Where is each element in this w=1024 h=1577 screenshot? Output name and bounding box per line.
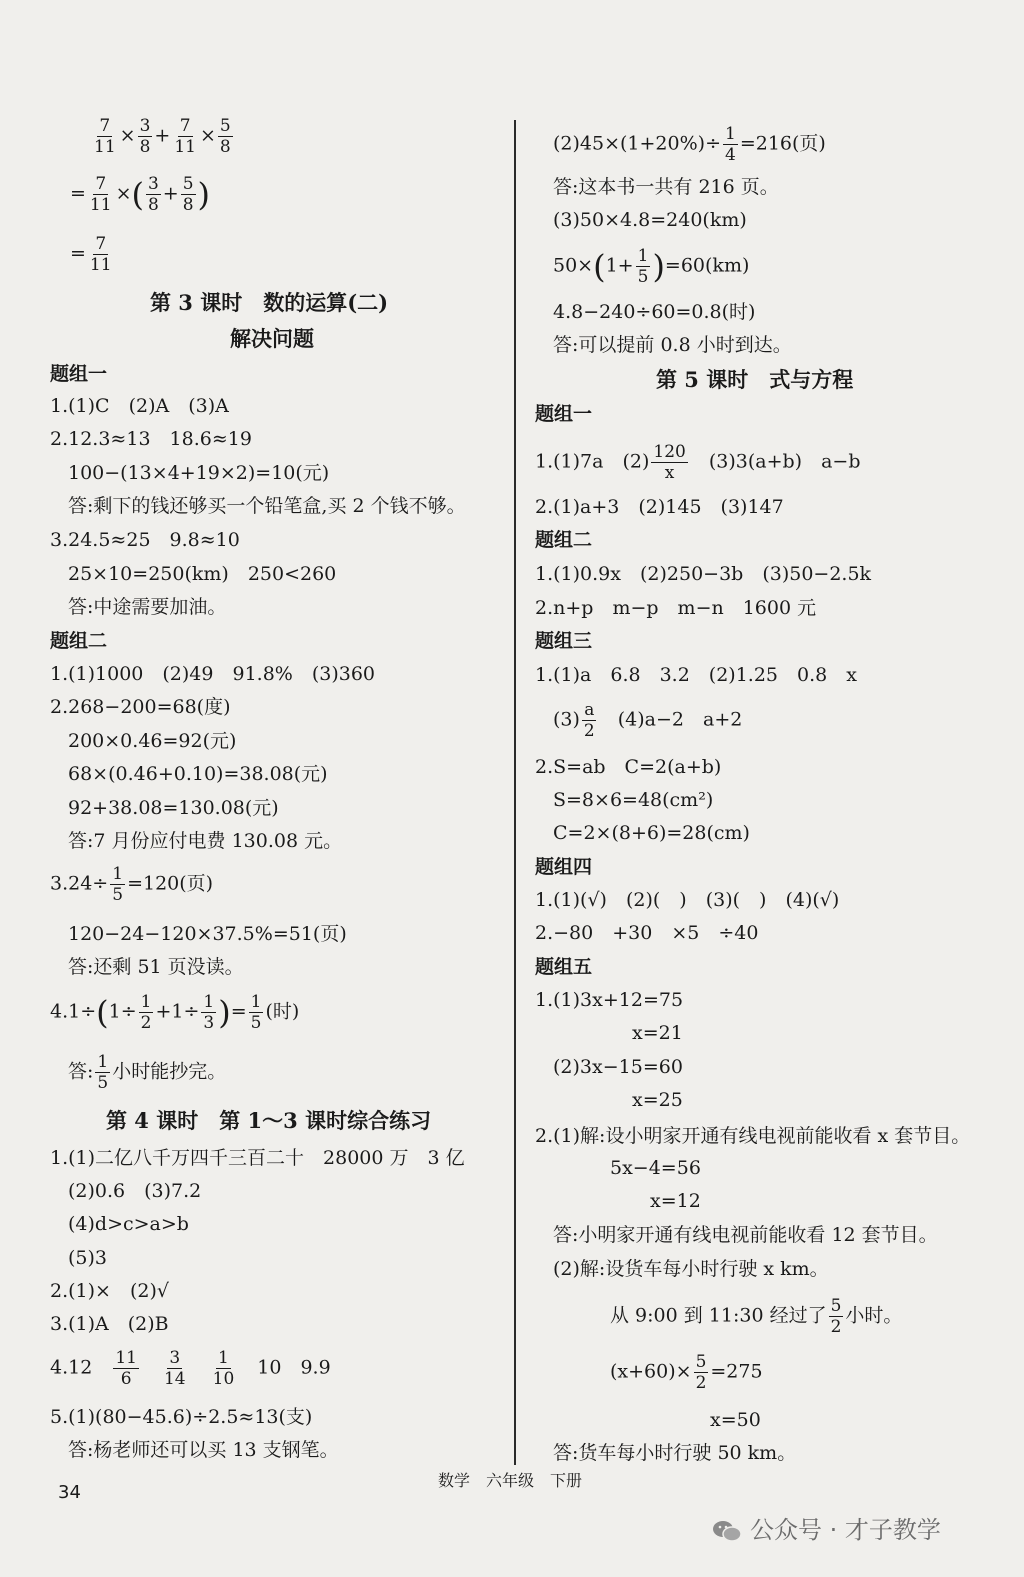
- lesson3-subtitle: 解决问题: [230, 326, 314, 351]
- lesson3-title: 第 3 课时 数的运算(二): [150, 290, 389, 315]
- answer-line: 答:7 月份应付电费 130.08 元。: [68, 830, 343, 852]
- answer-line: x=25: [632, 1089, 683, 1111]
- answer-line: S=8×6=48(cm²): [553, 789, 714, 811]
- answer-line: 答:这本书一共有 216 页。: [553, 176, 779, 198]
- answer-line: 2.(1)a+3 (2)145 (3)147: [535, 496, 784, 518]
- answer-line: 答:中途需要加油。: [68, 596, 227, 618]
- fraction: $\frac{5}{8}$: [219, 116, 231, 157]
- answer-line: 100−(13×4+19×2)=10(元): [68, 462, 330, 484]
- answer-line: 答: $\frac{1}{5}$ 小时能抄完。: [68, 1052, 227, 1093]
- answer-line: 2.−80 +30 ×5 ÷40: [535, 922, 759, 944]
- book-footer: 数学 六年级 下册: [438, 1471, 583, 1490]
- answer-line: 25×10=250(km) 250<260: [68, 563, 337, 585]
- answer-line: 答:杨老师还可以买 13 支钢笔。: [68, 1439, 339, 1461]
- answer-line: 答:可以提前 0.8 小时到达。: [553, 334, 792, 356]
- answer-line: 4.1÷(1÷ $\frac{1}{2}$ +1÷ $\frac{1}{3}$ )= $\frac{1}{5}$ (时): [50, 992, 300, 1033]
- answer-line: 答:货车每小时行驶 50 km。: [553, 1442, 797, 1464]
- calc-line-2: = $\frac{7}{11}$ ×( $\frac{3}{8}$ + $\frac{5}{8}$ ): [70, 174, 211, 215]
- answer-line: 68×(0.46+0.10)=38.08(元): [68, 763, 328, 785]
- answer-line: 1.(1)(√) (2)( ) (3)( ) (4)(√): [535, 889, 840, 911]
- answer-line: 1.(1)a 6.8 3.2 (2)1.25 0.8 x: [535, 664, 857, 686]
- answer-line: 50×(1+ $\frac{1}{5}$ )=60(km): [553, 246, 750, 287]
- answer-line: x=21: [632, 1022, 683, 1044]
- answer-line: (x+60)× $\frac{5}{2}$ =275: [610, 1352, 763, 1393]
- answer-line: 1.(1)7a (2) $\frac{120}{x}$ (3)3(a+b) a−b: [535, 442, 861, 483]
- lesson5-title: 第 5 课时 式与方程: [656, 367, 854, 392]
- group-header: 题组二: [50, 630, 108, 652]
- answer-line: x=12: [650, 1190, 701, 1212]
- answer-line: (2)0.6 (3)7.2: [68, 1180, 202, 1202]
- answer-line: (5)3: [68, 1247, 108, 1269]
- answer-line: (2)解:设货车每小时行驶 x km。: [553, 1258, 829, 1280]
- answer-line: 2.268−200=68(度): [50, 696, 231, 718]
- answer-line: 3.24÷ $\frac{1}{5}$ =120(页): [50, 864, 214, 905]
- column-divider: [514, 120, 516, 1465]
- answer-line: 1.(1)二亿八千万四千三百二十 28000 万 3 亿: [50, 1147, 465, 1169]
- answer-line: x=50: [710, 1409, 761, 1431]
- answer-line: C=2×(8+6)=28(cm): [553, 822, 750, 844]
- answer-line: 答:还剩 51 页没读。: [68, 956, 244, 978]
- group-header: 题组三: [535, 630, 593, 652]
- answer-line: 3.(1)A (2)B: [50, 1313, 169, 1335]
- fraction: $\frac{7}{11}$: [174, 116, 196, 157]
- fraction: $\frac{3}{8}$: [139, 116, 151, 157]
- answer-line: 120−24−120×37.5%=51(页): [68, 923, 347, 945]
- watermark-text: 公众号 · 才子教学: [750, 1516, 941, 1544]
- answer-line: (2)3x−15=60: [553, 1056, 683, 1078]
- answer-line: 2.(1)解:设小明家开通有线电视前能收看 x 套节目。: [535, 1125, 971, 1147]
- fraction: $\frac{7}{11}$: [94, 116, 116, 157]
- answer-line: 答:剩下的钱还够买一个铅笔盒,买 2 个钱不够。: [68, 495, 466, 517]
- calc-line-1: $\frac{7}{11}$ × $\frac{3}{8}$ + $\frac{7}{11}$ × $\frac{5}{8}$: [94, 116, 231, 157]
- answer-line: 2.12.3≈13 18.6≈19: [50, 428, 252, 450]
- answer-line: 1.(1)C (2)A (3)A: [50, 395, 229, 417]
- lesson4-title: 第 4 课时 第 1～3 课时综合练习: [106, 1108, 432, 1133]
- answer-line: 答:小明家开通有线电视前能收看 12 套节目。: [553, 1224, 938, 1246]
- answer-line: 200×0.46=92(元): [68, 730, 237, 752]
- answer-line: (4)d>c>a>b: [68, 1213, 189, 1235]
- answer-line: 1.(1)1000 (2)49 91.8% (3)360: [50, 663, 376, 685]
- answer-line: 92+38.08=130.08(元): [68, 797, 279, 819]
- wechat-icon: [712, 1519, 742, 1543]
- answer-line: 4.8−240÷60=0.8(时): [553, 301, 756, 323]
- answer-line: 从 9:00 到 11:30 经过了 $\frac{5}{2}$ 小时。: [610, 1296, 903, 1337]
- calc-line-3: = $\frac{7}{11}$: [70, 234, 112, 275]
- answer-line: 2.S=ab C=2(a+b): [535, 756, 722, 778]
- answer-line: (3)50×4.8=240(km): [553, 209, 747, 231]
- answer-line: 4.12 $\frac{11}{6}$ $\frac{3}{14}$ $\frac{1}{10}$ 10 9.9: [50, 1348, 331, 1389]
- group-header: 题组一: [535, 403, 593, 425]
- answer-line: 3.24.5≈25 9.8≈10: [50, 529, 240, 551]
- answer-line: 5x−4=56: [610, 1157, 701, 1179]
- answer-line: (2)45×(1+20%)÷ $\frac{1}{4}$ =216(页): [553, 124, 826, 165]
- answer-line: (3) $\frac{a}{2}$ (4)a−2 a+2: [553, 700, 743, 741]
- watermark: [712, 1510, 941, 1545]
- group-header: 题组五: [535, 956, 593, 978]
- group-header: 题组一: [50, 363, 108, 385]
- answer-line: 2.(1)× (2)√: [50, 1280, 169, 1302]
- group-header: 题组四: [535, 856, 593, 878]
- answer-line: 1.(1)0.9x (2)250−3b (3)50−2.5k: [535, 563, 872, 585]
- page-number: 34: [58, 1482, 81, 1503]
- answer-line: 1.(1)3x+12=75: [535, 989, 684, 1011]
- answer-line: 2.n+p m−p m−n 1600 元: [535, 597, 817, 619]
- answer-line: 5.(1)(80−45.6)÷2.5≈13(支): [50, 1406, 313, 1428]
- group-header: 题组二: [535, 529, 593, 551]
